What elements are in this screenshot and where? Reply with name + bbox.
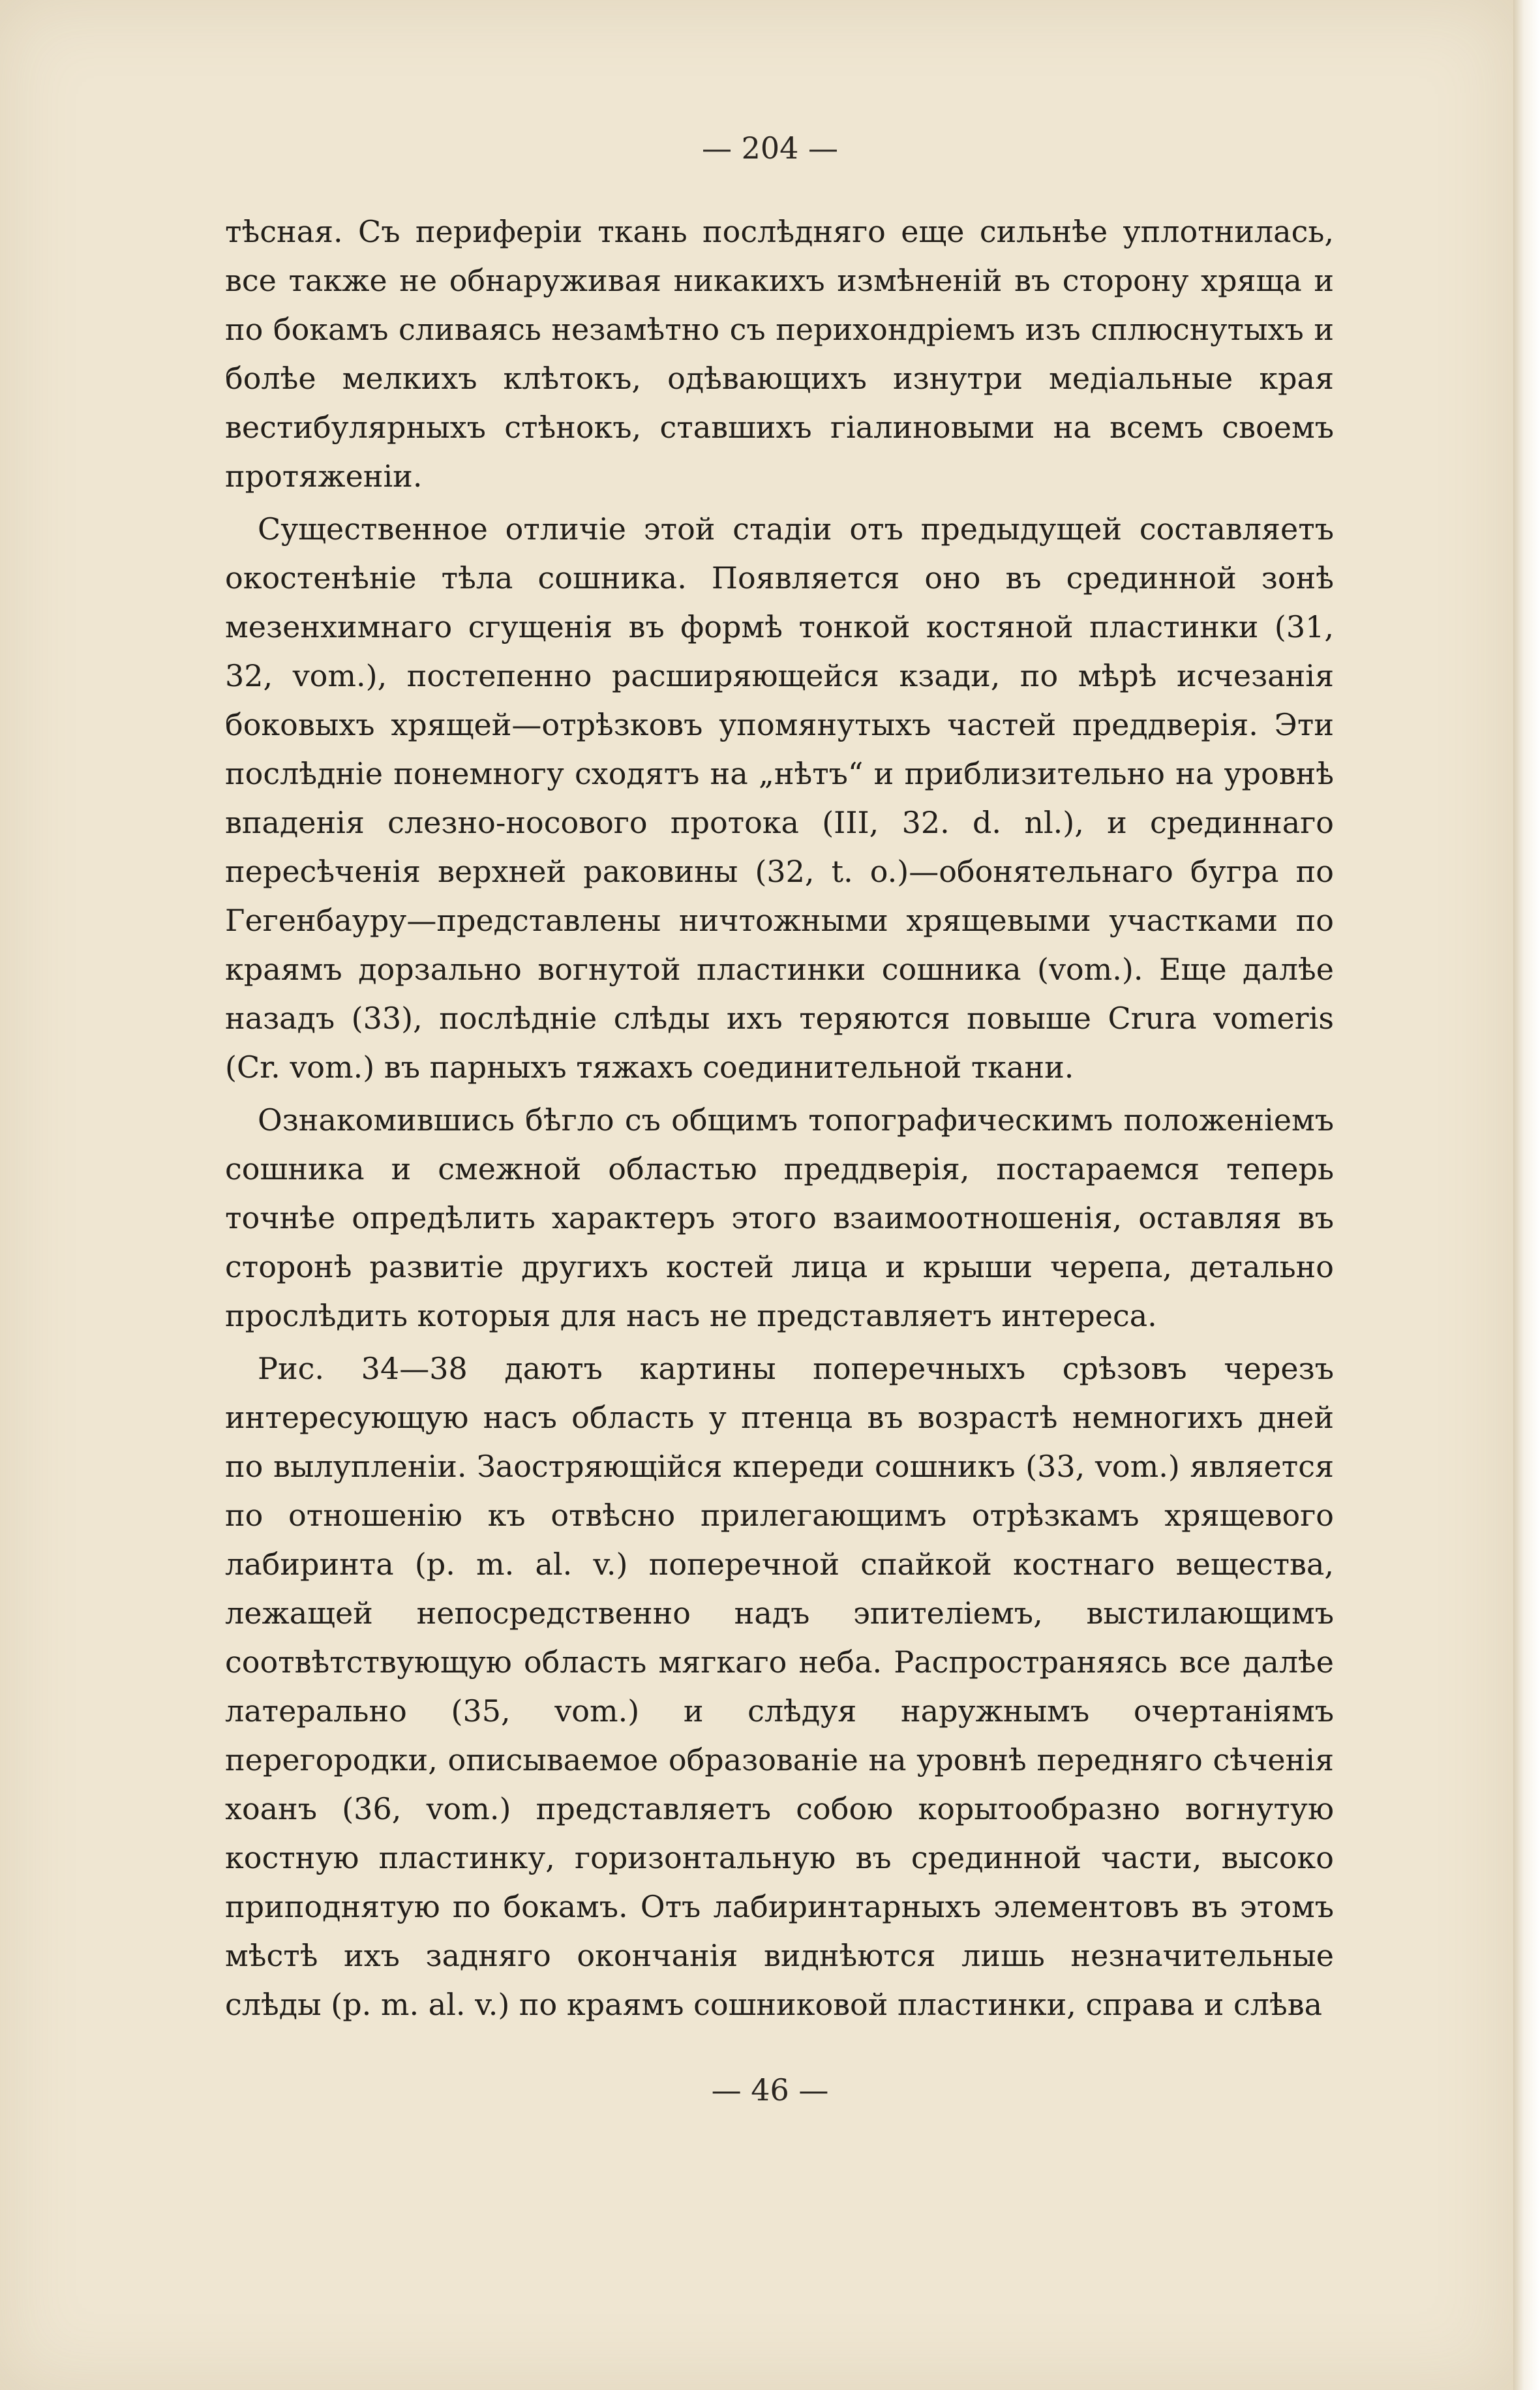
paragraph: тѣсная. Съ периферіи ткань послѣдняго еще сильнѣе уплотнилась, все также не обнаруживая никакихъ измѣненій въ сторону хряща и по бокамъ сливаясь незамѣтно съ перихондріемъ изъ сплюснутыхъ и болѣе мелкихъ клѣтокъ, одѣвающихъ изнутри медіальные края вестибулярныхъ стѣнокъ, ставшихъ гіалиновыми на всемъ своемъ протяженіи. [225, 214, 1334, 494]
paragraph: Существенное отличіе этой стадіи отъ предыдущей составляетъ окостенѣніе тѣла сошника. Появляется оно въ срединной зонѣ мезенхимнаго сгущенія въ формѣ тонкой костяной пластинки (31, 32, vom.), постепенно расширяющейся кзади, по мѣрѣ исчезанія боковыхъ хрящей—отрѣзковъ упомянутыхъ частей преддверія. Эти послѣдніе понемногу сходятъ на „нѣтъ“ и приблизительно на уровнѣ впаденія слезно-носового протока (III, 32. d. nl.), и срединнаго пересѣченія верхней раковины (32, t. o.)—обонятельнаго бугра по Гегенбауру—представлены ничтожными хрящевыми участками по краямъ дорзально вогнутой пластинки сошника (vom.). Еще далѣе назадъ (33), послѣдніе слѣды ихъ теряются повыше Crura vomeris (Cr. vom.) въ парныхъ тяжахъ соединительной ткани. [225, 511, 1334, 1085]
body-text [225, 207, 1334, 2033]
footer-page-number: — 46 — [711, 2072, 829, 2108]
paragraph: Ознакомившись бѣгло съ общимъ топографическимъ положеніемъ сошника и смежной областью преддверія, постараемся теперь точнѣе опредѣлить характеръ этого взаимоотношенія, оставляя въ сторонѣ развитіе другихъ костей лица и крыши черепа, детально прослѣдить которыя для насъ не представляетъ интереса. [225, 1102, 1334, 1333]
header-page-number: — 204 — [701, 130, 839, 166]
page-edge [1513, 0, 1540, 2390]
paragraph: Рис. 34—38 даютъ картины поперечныхъ срѣзовъ черезъ интересующую насъ область у птенца въ возрастѣ немногихъ дней по вылупленіи. Заостряющійся кпереди сошникъ (33, vom.) является по отношенію къ отвѣсно прилегающимъ отрѣзкамъ хрящевого лабиринта (p. m. al. v.) поперечной спайкой костнаго вещества, лежащей непосредственно надъ эпителіемъ, выстилающимъ соотвѣтствующую область мягкаго неба. Распространяясь все далѣе латерально (35, vom.) и слѣдуя наружнымъ очертаніямъ перегородки, описываемое образованіе на уровнѣ передняго сѣченія хоанъ (36, vom.) представляетъ собою корытообразно вогнутую костную пластинку, горизонтальную въ срединной части, высоко приподнятую по бокамъ. Отъ лабиринтарныхъ элементовъ въ этомъ мѣстѣ ихъ задняго окончанія виднѣются лишь незначительные слѣды (p. m. al. v.) по краямъ сошниковой пластинки, справа и слѣва [225, 1351, 1334, 2022]
